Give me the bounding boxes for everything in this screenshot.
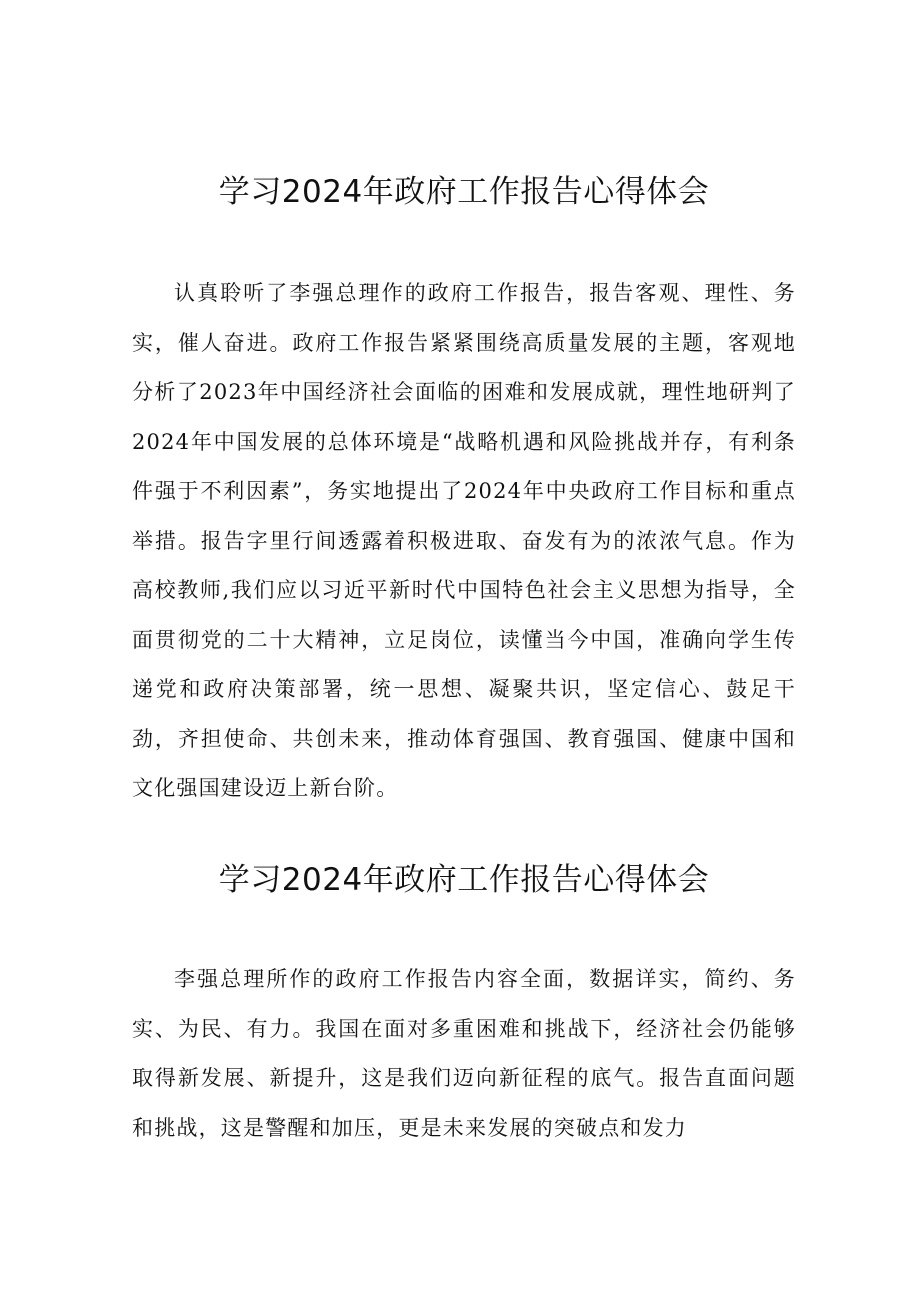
article-section-1 xyxy=(132,170,796,814)
article-section-2 xyxy=(132,858,796,1153)
section-paragraph: 认真聆听了李强总理作的政府工作报告，报告客观、理性、务实，催人奋进。政府工作报告紧紧围绕高质量发展的主题，客观地分析了2023年中国经济社会面临的困难和发展成就，理性地研判了2024年中国发展的总体环境是“战略机遇和风险挑战并存，有利条件强于不利因素”，务实地提出了2024年中央政府工作目标和重点举措。报告字里行间透露着积极进取、奋发有为的浓浓气息。作为高校教师,我们应以习近平新时代中国特色社会主义思想为指导，全面贯彻党的二十大精神，立足岗位，读懂当今中国，准确向学生传递党和政府决策部署，统一思想、凝聚共识，坚定信心、鼓足干劲，齐担使命、共创未来，推动体育强国、教育强国、健康中国和文化强国建设迈上新台阶。 xyxy=(132,281,796,800)
section-title: 学习2024年政府工作报告心得体会 xyxy=(218,174,710,210)
section-paragraph: 李强总理所作的政府工作报告内容全面，数据详实，简约、务实、为民、有力。我国在面对多重困难和挑战下，经济社会仍能够取得新发展、新提升，这是我们迈向新征程的底气。报告直面问题和挑战，这是警醒和加压，更是未来发展的突破点和发力 xyxy=(132,967,796,1140)
section-title: 学习2024年政府工作报告心得体会 xyxy=(218,862,710,898)
